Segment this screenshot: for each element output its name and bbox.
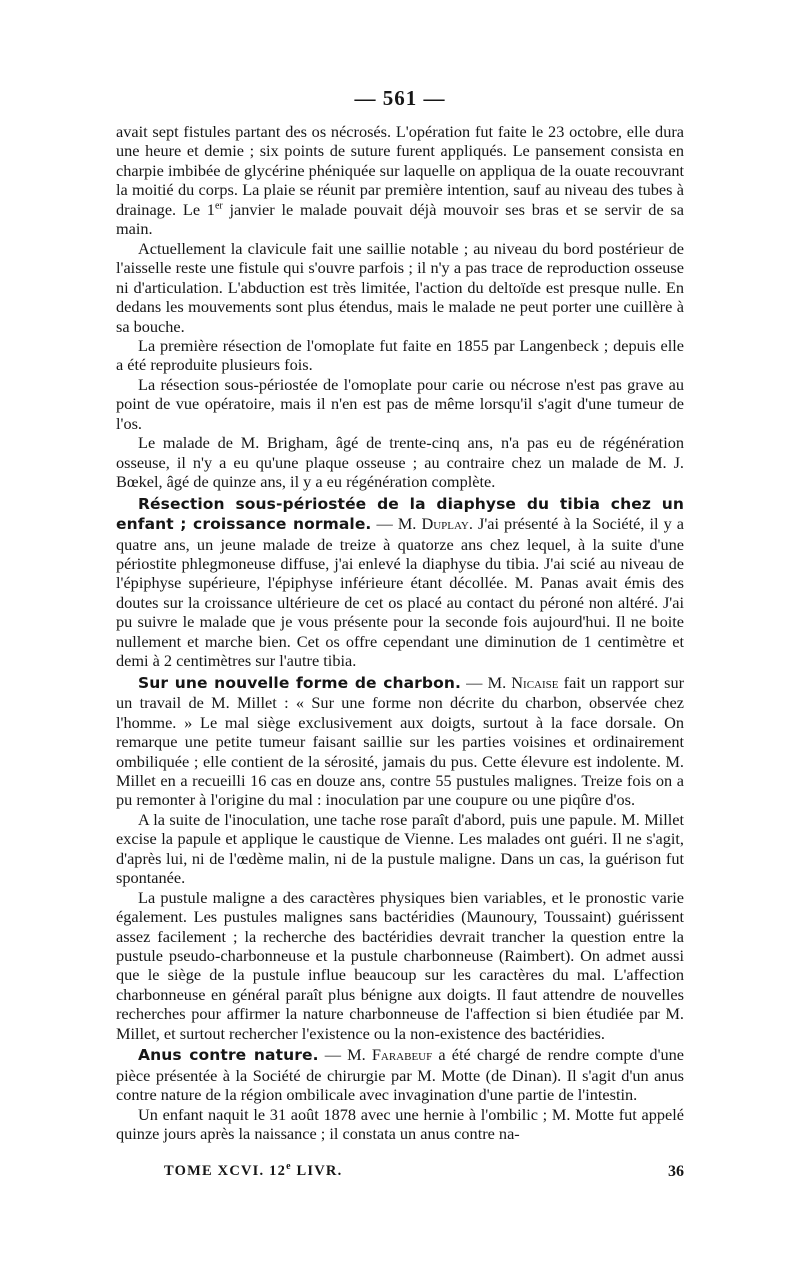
separator: — M. xyxy=(371,514,422,534)
paragraph-text: a été chargé de rendre compte d'une pièce présentée à la Société de chirurgie par M. Motte (de Dinan). Il s'agit d'un anus contre nature de la région ombilicale avec invagination d'une partie de l'intestin. xyxy=(116,1045,685,1105)
section-paragraph xyxy=(116,494,684,671)
paragraph-text: fait un rapport sur un travail de M. Millet : « Sur une forme non décrite du charbon, observée chez l'homme. » Le mal siège exclusivement aux doigts, surtout à la face dorsale. On remarque une petite tumeur faisant saillie sur les parties voisines et ordinairement ombiliquée ; elle contient de la sérosité, jamais du pus. Cette élevure est indolente. M. Millet en a recueilli 16 cas en douze ans, contre 55 pustules malignes. Treize fois on a pu remonter à l'origine du mal : inoculation par une coupure ou une piqûre d'os. xyxy=(116,672,685,810)
author-name: Nicaise xyxy=(511,672,559,692)
section-heading: Sur une nouvelle forme de charbon. xyxy=(138,673,461,692)
author-name: Farabeuf xyxy=(371,1045,433,1065)
superscript: er xyxy=(214,200,223,212)
paragraph: La résection sous-périostée de l'omoplate pour carie ou nécrose n'est pas grave au point de vue opératoire, mais il n'en est pas de même lorsqu'il s'agit d'une tumeur de l'os. xyxy=(116,374,684,433)
separator: — M. xyxy=(318,1045,372,1065)
section-paragraph xyxy=(116,1045,684,1104)
paragraph: A la suite de l'inoculation, une tache rose paraît d'abord, puis une papule. M. Millet excise la papule et applique le caustique de Vienne. Les malades ont guéri. Il ne s'agit, d'après lui, ni de l'œdème malin, ni de la pustule maligne. Dans un cas, la guérison fut spontanée. xyxy=(116,809,684,888)
superscript: e xyxy=(286,1161,292,1173)
section-paragraph xyxy=(116,673,684,810)
paragraph-text: . J'ai présenté à la Société, il y a quatre ans, un jeune malade de treize à quatorze ans chez lequel, à la suite d'une périostite phlegmoneuse diffuse, j'ai enlevé la diaphyse du tibia. J'ai scié au niveau de l'épiphyse supérieure, l'épiphyse inférieure étant décollée. M. Panas avait émis des doutes sur la croissance ultérieure de cet os placé au contact du péroné non altéré. J'ai pu suivre le malade que je vous présente pour la seconde fois aujourd'hui. Il ne boite nullement et marche bien. Cet os offre cependant une diminution de 1 centimètre et demi à 2 centimètres sur l'autre tibia. xyxy=(116,514,685,671)
paragraph: Actuellement la clavicule fait une saillie notable ; au niveau du bord postérieur de l'aisselle reste une fistule qui s'ouvre parfois ; il n'y a pas trace de reproduction osseuse ni d'articulation. L'abduction est très limitée, l'action du deltoïde est presque nulle. En dedans les mouvements sont plus étendus, mais le malade ne peut porter une cuillère à sa bouche. xyxy=(116,238,684,336)
author-name: Duplay xyxy=(421,514,469,534)
paragraph: La pustule maligne a des caractères physiques bien variables, et le pronostic varie également. Les pustules malignes sans bactéridies (Maunoury, Toussaint) guérissent assez facilement ; la recherche des bactéridies devrait trancher la question entre la pustule pseudo-charbonneuse et la pustule charbonneuse (Raimbert). On admet aussi que le siège de la pustule influe beaucoup sur les caractères du mal. L'affection charbonneuse en général paraît plus bénigne aux doigts. Il faut attendre de nouvelles recherches pour affirmer la nature charbonneuse de l'affection si bien étudiée par M. Millet, et surtout rechercher l'existence ou la non-existence des bactéridies. xyxy=(116,887,684,1043)
volume-label: TOME XCVI. 12e LIVR. xyxy=(164,1161,343,1179)
signature-mark: 36 xyxy=(668,1163,684,1180)
page-number: — 561 — xyxy=(354,86,446,110)
paragraph xyxy=(116,122,684,239)
section-heading: Résection sous-périostée de la diaphyse du tibia chez un enfant ; croissance normale. xyxy=(116,494,684,534)
section-heading: Anus contre nature. xyxy=(138,1046,319,1065)
page-footer xyxy=(164,1163,684,1180)
separator: — M. xyxy=(461,672,512,692)
paragraph: Le malade de M. Brigham, âgé de trente-cinq ans, n'a pas eu de régénération osseuse, il n'y a eu qu'une plaque osseuse ; au contraire chez un malade de M. J. Bœkel, âgé de quinze ans, il y a eu régénération complète. xyxy=(116,433,684,492)
paragraph: La première résection de l'omoplate fut faite en 1855 par Langenbeck ; depuis elle a été reproduite plusieurs fois. xyxy=(116,335,684,375)
body-text xyxy=(116,122,684,1144)
paragraph-text: avait sept fistules partant des os nécrosés. L'opération fut faite le 23 octobre, elle dura une heure et demie ; six points de suture furent appliqués. Le pansement consista en charpie imbibée de glycérine phéniquée sur laquelle on appliqua de la ouate recouvrant la moitié du corps. La plaie se réunit par première intention, sauf au niveau des tubes à drainage. Le 1er janvier le malade pouvait déjà mouvoir ses bras et se servir de sa main. xyxy=(116,122,684,239)
paragraph: Un enfant naquit le 31 août 1878 avec une hernie à l'ombilic ; M. Motte fut appelé quinze jours après la naissance ; il constata un anus contre na- xyxy=(116,1104,684,1144)
